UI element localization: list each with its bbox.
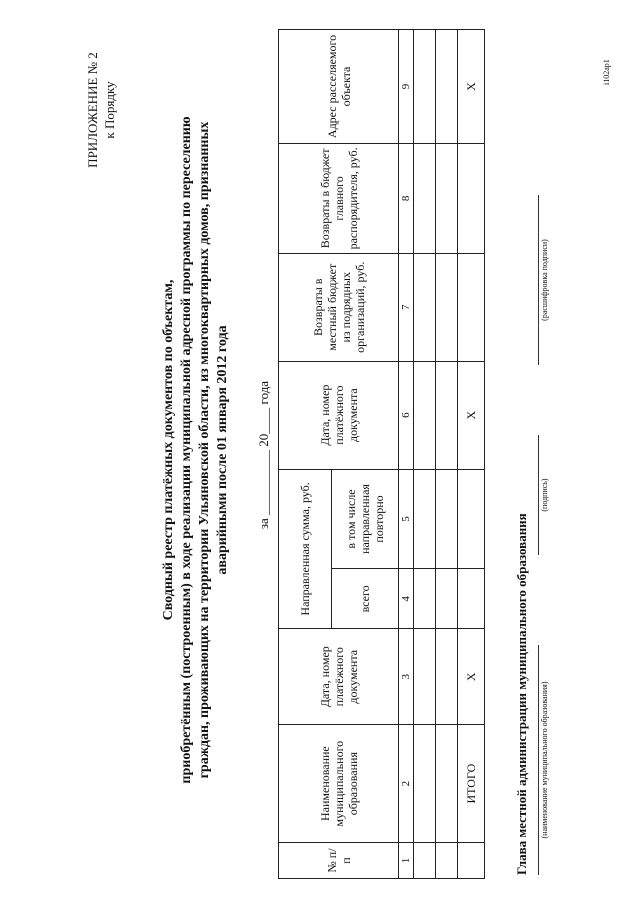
caption-municipality: (наименование муниципального образования) (540, 681, 549, 839)
header-return-local: Возвраты в местный бюджет из подрядных организаций, руб. (279, 253, 399, 361)
col-number: 8 (399, 143, 414, 253)
x-mark: Х (458, 629, 485, 725)
header-sum-repeat: в том числе направленная повторно (332, 469, 399, 569)
caption-signature: (подпись) (540, 478, 549, 512)
appendix-line2: к Порядку (102, 81, 117, 139)
col-number: 7 (399, 253, 414, 361)
column-number-row (399, 30, 414, 879)
header-row-1 (279, 30, 332, 879)
header-municipality: Наименование муниципального образования (279, 725, 399, 843)
header-sum-total: всего (332, 569, 399, 629)
signature-line-mo (538, 645, 539, 875)
x-mark: Х (458, 30, 485, 144)
title-line3: граждан, проживающих на территории Ульяновской области, из многоквартирных домов, признанных (197, 121, 212, 779)
total-row (458, 30, 485, 879)
period-year-prefix: 20 (256, 433, 271, 447)
header-return-budget: Возвраты в бюджет главного распорядителя, руб. (279, 143, 399, 253)
total-label: ИТОГО (458, 725, 485, 843)
col-number: 6 (399, 361, 414, 469)
page-id: i102ap1 (602, 59, 611, 85)
title-line2: приобретённым (построенным) в ходе реализации муниципальной адресной программы по переселению (179, 116, 194, 784)
document-title (160, 45, 232, 855)
col-number: 5 (399, 469, 414, 569)
period-line (256, 245, 272, 665)
period-blank2: ____ (256, 407, 271, 434)
x-mark: Х (458, 361, 485, 469)
col-number: 9 (399, 30, 414, 144)
header-sent-sum: Направленная сумма, руб. (279, 469, 332, 629)
header-payment-doc: Дата, номер платёжного документа (279, 629, 399, 725)
header-address: Адрес расселяемого объекта (279, 30, 399, 144)
caption-name: (расшифровка подписи) (540, 239, 549, 321)
col-number: 4 (399, 569, 414, 629)
signature-line-name (538, 195, 539, 365)
col-number: 2 (399, 725, 414, 843)
appendix-line1: ПРИЛОЖЕНИЕ № 2 (85, 52, 100, 168)
signature-line-sign (538, 435, 539, 555)
col-number: 1 (399, 843, 414, 879)
appendix-header (84, 15, 118, 205)
table-row (436, 30, 458, 879)
period-prefix: за (256, 518, 271, 530)
header-num: № п/п (279, 843, 399, 879)
col-number: 3 (399, 629, 414, 725)
title-line4: аварийными после 01 января 2012 года (215, 325, 230, 575)
period-blank1: __________ (256, 449, 271, 515)
table-row (414, 30, 436, 879)
title-line1: Сводный реестр платёжных документов по объектам, (161, 279, 176, 621)
header-payment-doc-2: Дата, номер платёжного документа (279, 361, 399, 469)
signature-title: Глава местной администрации муниципального образования (514, 513, 529, 875)
registry-table (278, 29, 485, 879)
period-suffix: года (256, 380, 271, 405)
